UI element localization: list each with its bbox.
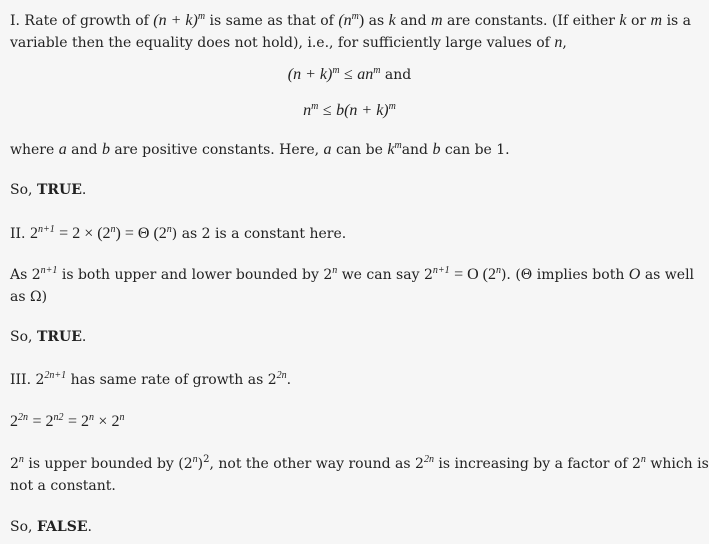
math-m-2: m <box>650 12 663 29</box>
section-1-line-2 <box>10 34 567 52</box>
s2-two: 2 <box>29 225 38 242</box>
s3-upper-a: 2 <box>10 456 19 472</box>
text-can-be-1: can be 1. <box>444 142 510 158</box>
math-k: k <box>388 12 396 29</box>
s3-upper-e: is increasing by a factor of 2 <box>438 456 641 472</box>
verdict-2-so: So, <box>10 329 33 345</box>
s3-eq-exp-a: 2n <box>18 412 28 423</box>
section-1-line-2-text: variable then the equality does not hold), i.e., for sufficiently large values of <box>10 35 550 51</box>
s3-upper-c: ) <box>197 456 204 472</box>
text-positive-constants: are positive constants. Here, <box>114 142 320 158</box>
text-as: as <box>368 13 385 29</box>
eq2-exp: m <box>311 101 319 112</box>
eq1-exp: m <box>332 65 340 76</box>
eq2-n: n <box>303 102 312 119</box>
s3-same-rate: has same rate of growth as 2 <box>70 372 277 388</box>
s2-eq-o: = O (2 <box>454 266 496 283</box>
s2-we-can-say: we can say 2 <box>341 267 433 283</box>
math-k-pow: k <box>387 141 395 158</box>
math-k-exp: m <box>394 140 402 151</box>
s2-say-exp: n+1 <box>432 265 450 276</box>
section-1-intro: I. Rate of growth of <box>10 13 149 29</box>
text-are-constants: are constants. (If either <box>447 13 615 29</box>
eq1-leq: ≤ <box>344 66 353 83</box>
verdict-3-value: FALSE <box>36 519 88 535</box>
math-b-2: b <box>432 141 441 158</box>
eq1-and: and <box>384 67 412 83</box>
text-and: and <box>400 13 427 29</box>
s3-eq-exp-c: n <box>88 412 94 423</box>
verdict-2-dot: . <box>81 329 87 345</box>
verdict-1-value: TRUE <box>36 182 82 198</box>
s2-exp-n: n <box>110 224 116 235</box>
s3-exp2: 2n <box>276 370 287 381</box>
text-and-2: and <box>71 142 98 158</box>
s3-upper-exp-a: n <box>18 454 24 465</box>
section-1-where-line <box>10 141 510 159</box>
text-where: where <box>10 142 55 158</box>
s2-tail: ) as 2 is a constant here. <box>171 226 347 242</box>
equation-1 <box>0 66 699 84</box>
section-3-line-1 <box>10 372 291 388</box>
math-n: n <box>554 34 563 51</box>
s3-upper-exp-e: n <box>640 454 646 465</box>
s3-eq-exp-d: n <box>119 412 125 423</box>
s3-eq-d: × 2 <box>98 413 120 430</box>
verdict-3 <box>10 519 92 535</box>
section-2-line-3 <box>10 289 47 305</box>
s2-as-well: as well <box>644 267 695 283</box>
math-close: ) <box>358 12 365 29</box>
s3-upper-sq: 2 <box>203 454 210 465</box>
s2-as: As 2 <box>10 267 41 283</box>
section-2-label: II. <box>10 226 26 242</box>
s3-dot: . <box>286 372 292 388</box>
eq2-leq: ≤ <box>322 102 332 119</box>
math-n-plus-k: (n + k) <box>153 12 198 29</box>
text-or: or <box>630 13 647 29</box>
s2-bounded: is both upper and lower bounded by 2 <box>61 267 333 283</box>
s3-upper-exp-d: 2n <box>423 454 434 465</box>
text-same-as: is same as that of <box>209 13 334 29</box>
s2-as-exp: n+1 <box>40 265 58 276</box>
text-comma: , <box>562 35 567 51</box>
verdict-2-value: TRUE <box>36 329 82 345</box>
s2-eq: = 2 × (2 <box>59 225 111 242</box>
section-2-line-2 <box>10 266 694 284</box>
math-exp-m-2: m <box>351 11 359 22</box>
section-3-line-2 <box>10 456 709 472</box>
section-1-line-1 <box>10 12 691 30</box>
text-is-a: is a <box>666 13 692 29</box>
s2-o: O <box>628 266 641 283</box>
section-3-label: III. 2 <box>10 372 45 388</box>
s2-exp: n+1 <box>37 224 55 235</box>
eq2-rhs: b(n + k) <box>336 102 389 119</box>
math-a: a <box>58 141 67 158</box>
s3-upper-f: which is <box>650 456 709 472</box>
math-a-2: a <box>323 141 332 158</box>
s3-eq-a: 2 <box>10 413 18 430</box>
verdict-2 <box>10 329 86 345</box>
eq1-lhs: (n + k) <box>287 66 333 83</box>
text-can-be: can be <box>335 142 383 158</box>
eq2-exp-2: m <box>388 101 396 112</box>
s2-line-2-text: as Ω) <box>10 289 48 305</box>
verdict-1-dot: . <box>81 182 87 198</box>
eq1-an: an <box>357 66 374 83</box>
math-k-2: k <box>619 12 627 29</box>
s3-upper-exp-b: n <box>192 454 198 465</box>
verdict-1 <box>10 182 86 198</box>
math-b: b <box>101 141 110 158</box>
section-2-line-1 <box>10 225 346 243</box>
math-exp-m: m <box>197 11 206 22</box>
math-m: m <box>430 12 443 29</box>
math-n-open: (n <box>338 12 352 29</box>
text-and-3: and <box>401 142 429 158</box>
s2-bounded-exp: n <box>332 265 338 276</box>
s3-eq-b: = 2 <box>32 413 54 430</box>
s3-exp1: 2n+1 <box>44 370 67 381</box>
section-3-equation <box>10 413 124 431</box>
s2-implies: ). (Θ implies both <box>500 267 625 283</box>
section-3-line-3 <box>10 478 116 494</box>
s2-o-exp: n <box>495 265 501 276</box>
verdict-1-so: So, <box>10 182 33 198</box>
verdict-3-dot: . <box>87 519 92 535</box>
s2-theta: ) = Θ (2 <box>115 225 167 242</box>
eq1-exp-2: m <box>373 65 381 76</box>
s3-upper-b: is upper bounded by (2 <box>28 456 193 472</box>
s2-exp-n-2: n <box>166 224 172 235</box>
s3-upper-d: , not the other way round as 2 <box>209 456 424 472</box>
verdict-3-so: So, <box>10 519 33 535</box>
s3-line-2-text: not a constant. <box>10 478 116 494</box>
s3-eq-exp-b: n2 <box>53 412 64 423</box>
equation-2 <box>0 102 699 120</box>
s3-eq-c: = 2 <box>67 413 89 430</box>
